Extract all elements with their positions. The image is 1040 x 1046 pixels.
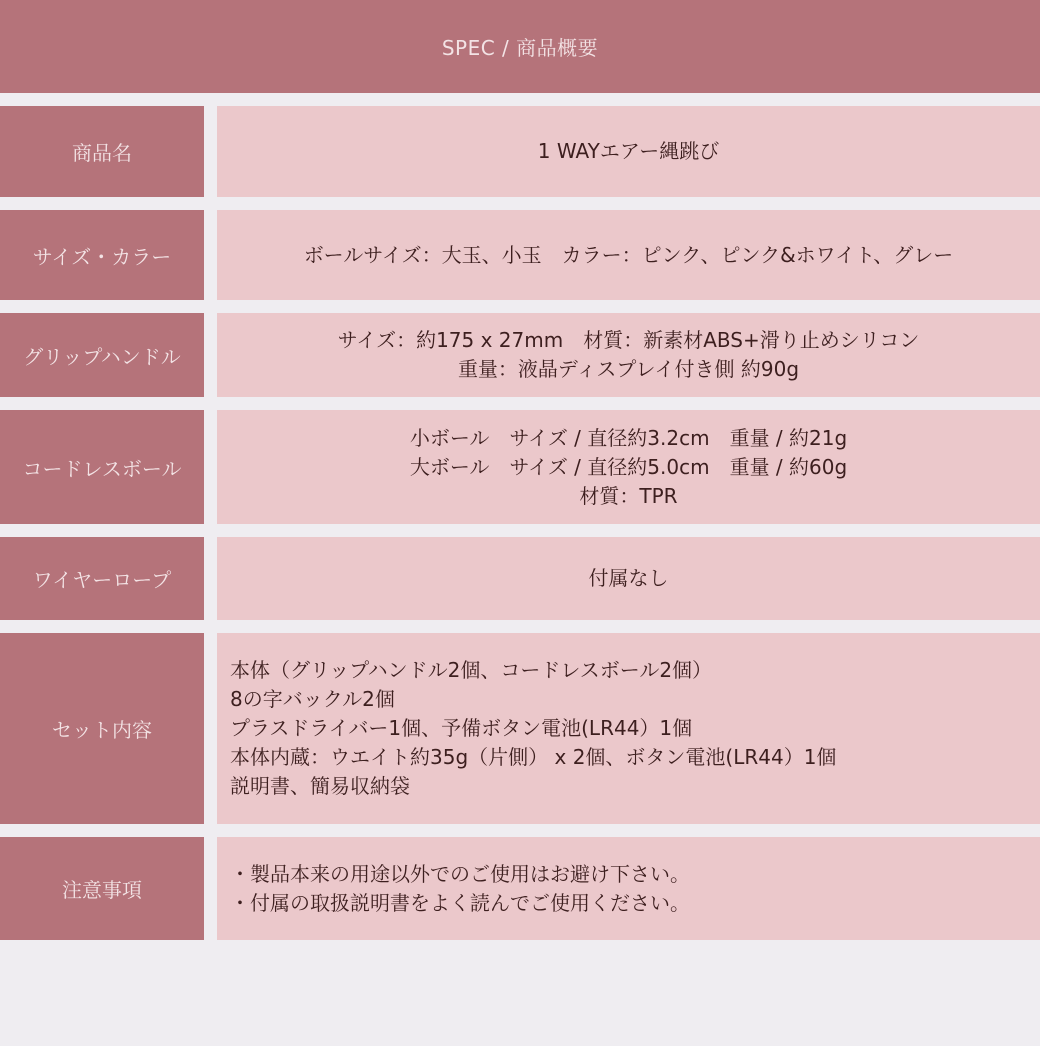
spec-row-product-name xyxy=(0,106,1040,197)
value-line: プラスドライバー1個、予備ボタン電池(LR44）1個 xyxy=(230,716,693,740)
row-value xyxy=(217,537,1040,620)
row-label: 商品名 xyxy=(0,106,204,197)
row-value xyxy=(217,106,1040,197)
value-line: 小ボール サイズ / 直径約3.2cm 重量 / 約21g xyxy=(409,425,848,450)
row-label: セット内容 xyxy=(0,633,204,824)
row-label: サイズ・カラー xyxy=(0,210,204,300)
row-label: グリップハンドル xyxy=(0,313,204,397)
spec-row-grip-handle xyxy=(0,313,1040,397)
row-value xyxy=(217,313,1040,397)
value-line: 大ボール サイズ / 直径約5.0cm 重量 / 約60g xyxy=(409,454,848,479)
spec-title: SPEC / 商品概要 xyxy=(441,36,599,60)
value-line: 付属なし xyxy=(588,566,669,590)
row-label: 注意事項 xyxy=(0,837,204,940)
row-value xyxy=(217,633,1040,824)
value-line: 重量：液晶ディスプレイ付き側 約90g xyxy=(457,357,800,381)
value-line: 本体内蔵：ウエイト約35g（片側） x 2個、ボタン電池(LR44）1個 xyxy=(230,745,837,769)
spec-row-wire-rope xyxy=(0,537,1040,620)
value-line: ボールサイズ：大玉、小玉 カラー：ピンク、ピンク&ホワイト、グレー xyxy=(303,242,954,267)
spec-header xyxy=(0,0,1040,93)
row-value xyxy=(217,210,1040,300)
value-line: ・製品本来の用途以外でのご使用はお避け下さい。 xyxy=(230,861,690,886)
row-value xyxy=(217,410,1040,524)
spec-row-notes xyxy=(0,837,1040,940)
value-line: 説明書、簡易収納袋 xyxy=(230,774,410,798)
spec-row-size-color xyxy=(0,210,1040,300)
row-value xyxy=(217,837,1040,940)
spec-row-set-contents xyxy=(0,633,1040,824)
row-label: ワイヤーロープ xyxy=(0,537,204,620)
value-line: 本体（グリップハンドル2個、コードレスボール2個） xyxy=(230,658,713,682)
value-line: サイズ：約175 x 27mm 材質：新素材ABS+滑り止めシリコン xyxy=(337,328,920,352)
value-line: 1 WAYエアー縄跳び xyxy=(537,139,720,163)
value-line: ・付属の取扱説明書をよく読んでご使用ください。 xyxy=(230,890,690,915)
row-label: コードレスボール xyxy=(0,410,204,524)
spec-row-cordless-ball xyxy=(0,410,1040,524)
value-line: 8の字バックル2個 xyxy=(230,687,395,711)
value-line: 材質：TPR xyxy=(579,483,678,508)
